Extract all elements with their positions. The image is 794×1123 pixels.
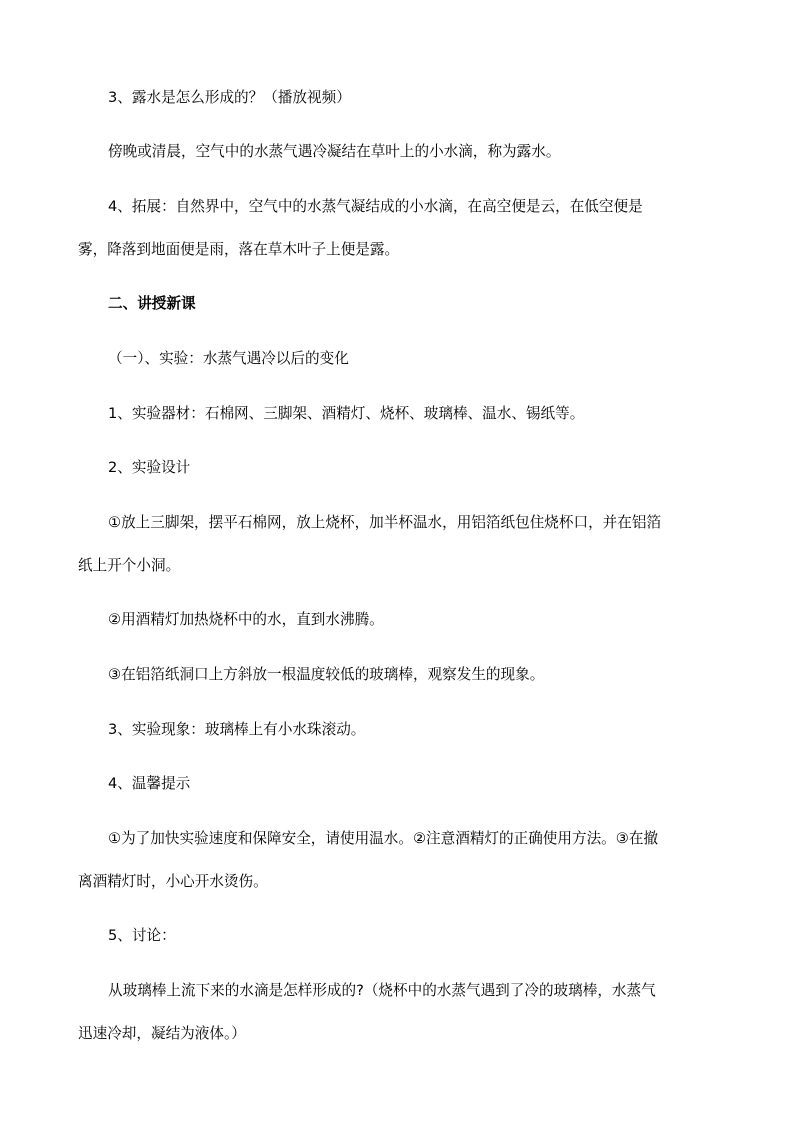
paragraph-extension-cont: [78, 240, 690, 260]
paragraph-dew-definition: [108, 142, 720, 162]
text-line: 离酒精灯时，小心开水烫伤。: [78, 873, 268, 890]
paragraph-step-1: [108, 513, 720, 533]
text-line: 4、拓展：自然界中，空气中的水蒸气凝结成的小水滴，在高空便是云，在低空便是: [108, 198, 643, 215]
section-heading-new-lesson: [108, 294, 720, 314]
paragraph-phenomenon: [108, 720, 720, 740]
paragraph-tips-heading: [108, 774, 720, 794]
paragraph-step-2: [108, 610, 720, 630]
text-line: 傍晚或清晨，空气中的水蒸气遇冷凝结在草叶上的小水滴，称为露水。: [108, 143, 561, 160]
paragraph-extension: [108, 197, 720, 217]
text-line: 5、讨论：: [108, 927, 176, 944]
text-line: ①放上三脚架，摆平石棉网，放上烧杯，加半杯温水，用铝箔纸包住烧杯口，并在铝箔: [108, 514, 662, 531]
text-line: 从玻璃棒上流下来的水滴是怎样形成的?（烧杯中的水蒸气遇到了冷的玻璃棒，水蒸气: [108, 982, 656, 999]
paragraph-dew-question: [108, 88, 720, 108]
paragraph-step-1-cont: [78, 556, 690, 576]
text-line: 迅速冷却，凝结为液体。）: [78, 1025, 246, 1042]
paragraph-experiment-title: [108, 349, 720, 369]
text-line: 2、实验设计: [108, 459, 191, 476]
text-line: 3、实验现象：玻璃棒上有小水珠滚动。: [108, 721, 366, 738]
paragraph-tips: [108, 829, 720, 849]
text-line: 雾，降落到地面便是雨，落在草木叶子上便是露。: [78, 241, 400, 258]
text-line: ③在铝箔纸洞口上方斜放一根温度较低的玻璃棒，观察发生的现象。: [108, 666, 545, 683]
heading-text: 二、讲授新课: [108, 295, 196, 312]
paragraph-equipment: [108, 404, 720, 424]
text-line: ①为了加快实验速度和保障安全，请使用温水。②注意酒精灯的正确使用方法。③在撤: [108, 830, 659, 847]
paragraph-discussion: [108, 981, 720, 1001]
text-line: 4、温馨提示: [108, 775, 191, 792]
text-line: 3、露水是怎么形成的？（播放视频）: [108, 89, 351, 106]
text-line: 纸上开个小洞。: [78, 557, 181, 574]
text-line: ②用酒精灯加热烧杯中的水，直到水沸腾。: [108, 611, 384, 628]
paragraph-design-heading: [108, 458, 720, 478]
text-line: 1、实验器材：石棉网、三脚架、酒精灯、烧杯、玻璃棒、温水、锡纸等。: [108, 405, 585, 422]
paragraph-tips-cont: [78, 872, 690, 892]
paragraph-discussion-heading: [108, 926, 720, 946]
text-line: （一）、实验：水蒸气遇冷以后的变化: [108, 350, 349, 367]
paragraph-step-3: [108, 665, 720, 685]
paragraph-discussion-cont: [78, 1024, 690, 1044]
